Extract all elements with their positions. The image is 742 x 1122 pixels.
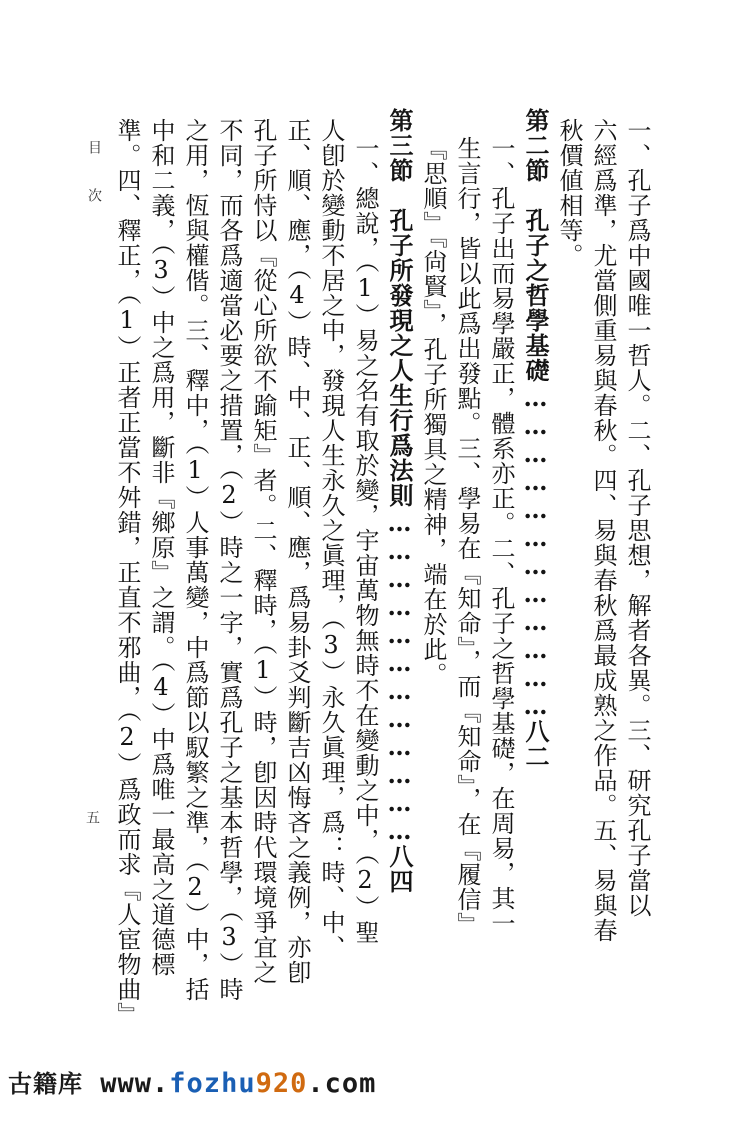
section3-heading-row <box>382 108 414 1048</box>
section3-leader: ……………………………… <box>385 508 414 844</box>
watermark-site-cn: 古籍库 <box>8 1070 83 1098</box>
watermark-tld: .com <box>307 1068 377 1099</box>
section3-line-2: 人卽於變動不居之中，發現人生永久之眞理，（3）永久眞理，爲：時、中、 <box>317 118 345 960</box>
footer-watermark <box>0 1054 742 1122</box>
watermark-text <box>8 1064 376 1099</box>
item1-line-1: 一、孔子爲中國唯一哲人。二、孔子思想，解者各異。三、研究孔子當以 <box>623 118 651 918</box>
section3-line-6: 之用，恆與權偕。三、釋中，（1）人事萬變，中爲節以馭繁之準，（2）中，括 <box>181 118 209 1002</box>
section2-line-1: 一、孔子出而易學嚴正，體系亦正。二、孔子之哲學基礎，在周易，其一 <box>487 136 515 936</box>
section2-heading: 第二節 孔子之哲學基礎 <box>521 108 550 383</box>
section2-line-3: 『思順』『尙賢』，孔子所獨具之精神，端在於此。 <box>419 136 447 687</box>
watermark-number: 920 <box>255 1068 308 1099</box>
margin-mark-mu: 目 <box>86 140 102 154</box>
section3-line-1: 一、總說，（1）易之名有取於變，宇宙萬物無時不在變動之中，（2）聖 <box>351 136 379 945</box>
section3-line-7: 中和二義，（3）中之爲用，斷非『鄉原』之謂。（4）中爲唯一最高之道德標 <box>147 118 175 977</box>
margin-mark-ci: 次 <box>86 188 102 202</box>
section3-line-8: 準。四、釋正，（1）正者正當不舛錯，正直不邪曲，（2）爲政而求『人宦物曲』 <box>113 118 141 1027</box>
section2-heading-row <box>518 108 550 1048</box>
item1-line-3: 秋價値相等。 <box>555 118 583 268</box>
section2-leader: ……………………………… <box>521 383 550 719</box>
section3-line-4: 孔子所恃以『從心所欲不踰矩』者。二、釋時，（1）時，卽因時代環境爭宜之 <box>249 118 277 985</box>
watermark-www: www. <box>100 1068 170 1099</box>
watermark-brand: fozhu <box>169 1068 256 1099</box>
section2-page-ref: 八二 <box>521 719 550 769</box>
item1-line-2: 六經爲準，尤當側重易與春秋。四、易與春秋爲最成熟之作品。五、易與春 <box>589 118 617 943</box>
section2-line-2: 生言行，皆以此爲出發點。三、學易在『知命』，而『知命』，在『履信』 <box>453 136 481 937</box>
section3-page-ref: 八四 <box>385 844 414 894</box>
section3-line-5: 不同，而各爲適當必要之措置，（2）時之一字，實爲孔子之基本哲學，（3）時 <box>215 118 243 1002</box>
section3-line-3: 正、順、應，（4）時、中、正、順、應，爲易卦爻判斷吉凶悔吝之義例，亦卽 <box>283 118 311 985</box>
section3-heading: 第三節 孔子所發現之人生行爲法則 <box>385 108 414 508</box>
page-number: 五 <box>84 810 100 824</box>
